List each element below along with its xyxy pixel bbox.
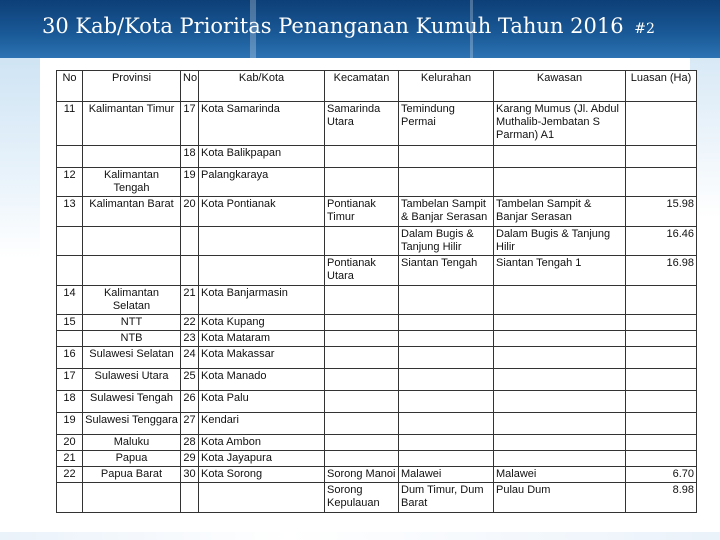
cell-kecamatan — [325, 168, 399, 197]
cell-provinsi: Kalimantan Selatan — [83, 286, 181, 315]
cell-kab-kota: Kota Manado — [199, 369, 325, 391]
cell-no-kota: 18 — [181, 146, 199, 168]
cell-kab-kota: Kota Pontianak — [199, 197, 325, 227]
cell-luasan — [626, 146, 697, 168]
cell-no-kota — [181, 483, 199, 513]
slide-title-text: 30 Kab/Kota Prioritas Penanganan Kumuh Tahun 2016 — [42, 14, 624, 38]
cell-kab-kota — [199, 227, 325, 256]
cell-kecamatan — [325, 146, 399, 168]
table-row — [57, 197, 697, 227]
header-kawasan: Kawasan — [494, 71, 626, 102]
cell-provinsi: Kalimantan Timur — [83, 102, 181, 146]
cell-kawasan — [494, 451, 626, 467]
cell-kab-kota: Kota Jayapura — [199, 451, 325, 467]
cell-luasan — [626, 331, 697, 347]
cell-provinsi: Papua — [83, 451, 181, 467]
cell-kawasan: Malawei — [494, 467, 626, 483]
cell-kelurahan — [399, 347, 494, 369]
cell-kab-kota: Palangkaraya — [199, 168, 325, 197]
cell-luasan — [626, 369, 697, 391]
cell-no-kota — [181, 227, 199, 256]
cell-luasan — [626, 102, 697, 146]
cell-kawasan: Siantan Tengah 1 — [494, 256, 626, 286]
cell-provinsi — [83, 256, 181, 286]
cell-no — [57, 331, 83, 347]
cell-kelurahan: Tambelan Sampit & Banjar Serasan — [399, 197, 494, 227]
header-kab-kota: Kab/Kota — [199, 71, 325, 102]
cell-kawasan — [494, 413, 626, 435]
slide-title — [42, 14, 655, 38]
cell-no-kota: 28 — [181, 435, 199, 451]
cell-kab-kota — [199, 256, 325, 286]
cell-no-kota: 20 — [181, 197, 199, 227]
cell-provinsi: Sulawesi Utara — [83, 369, 181, 391]
cell-kecamatan — [325, 286, 399, 315]
header-kecamatan: Kecamatan — [325, 71, 399, 102]
cell-provinsi: Papua Barat — [83, 467, 181, 483]
cell-no — [57, 256, 83, 286]
cell-luasan — [626, 391, 697, 413]
table-row — [57, 451, 697, 467]
cell-kawasan — [494, 391, 626, 413]
cell-kawasan — [494, 331, 626, 347]
table-row — [57, 347, 697, 369]
cell-no-kota: 25 — [181, 369, 199, 391]
cell-kab-kota: Kota Balikpapan — [199, 146, 325, 168]
cell-no-kota: 27 — [181, 413, 199, 435]
cell-provinsi: Sulawesi Selatan — [83, 347, 181, 369]
cell-kab-kota — [199, 483, 325, 513]
cell-kecamatan — [325, 227, 399, 256]
cell-no-kota: 21 — [181, 286, 199, 315]
cell-provinsi: NTB — [83, 331, 181, 347]
cell-kawasan: Karang Mumus (Jl. Abdul Muthalib-Jembatan S Parman) A1 — [494, 102, 626, 146]
cell-no: 14 — [57, 286, 83, 315]
cell-no: 19 — [57, 413, 83, 435]
cell-luasan — [626, 315, 697, 331]
cell-no: 20 — [57, 435, 83, 451]
cell-luasan — [626, 347, 697, 369]
cell-kab-kota: Kendari — [199, 413, 325, 435]
cell-kelurahan — [399, 451, 494, 467]
cell-no-kota: 29 — [181, 451, 199, 467]
cell-provinsi: Kalimantan Barat — [83, 197, 181, 227]
cell-kelurahan — [399, 413, 494, 435]
cell-kecamatan — [325, 331, 399, 347]
cell-kab-kota: Kota Banjarmasin — [199, 286, 325, 315]
cell-luasan: 6.70 — [626, 467, 697, 483]
cell-kelurahan — [399, 391, 494, 413]
table-row — [57, 256, 697, 286]
cell-kelurahan — [399, 331, 494, 347]
cell-no: 22 — [57, 467, 83, 483]
slide-title-suffix: #2 — [634, 21, 655, 37]
cell-kab-kota: Kota Ambon — [199, 435, 325, 451]
cell-provinsi: Sulawesi Tenggara — [83, 413, 181, 435]
cell-kelurahan — [399, 315, 494, 331]
cell-luasan — [626, 435, 697, 451]
header-no: No — [57, 71, 83, 102]
table-row — [57, 315, 697, 331]
cell-kecamatan — [325, 369, 399, 391]
cell-no: 16 — [57, 347, 83, 369]
cell-provinsi — [83, 483, 181, 513]
cell-kelurahan — [399, 146, 494, 168]
cell-no: 11 — [57, 102, 83, 146]
cell-luasan: 15.98 — [626, 197, 697, 227]
cell-no-kota: 17 — [181, 102, 199, 146]
cell-kab-kota: Kota Makassar — [199, 347, 325, 369]
cell-kab-kota: Kota Kupang — [199, 315, 325, 331]
cell-no: 13 — [57, 197, 83, 227]
cell-no-kota: 26 — [181, 391, 199, 413]
cell-provinsi: Sulawesi Tengah — [83, 391, 181, 413]
table-row — [57, 227, 697, 256]
cell-kecamatan — [325, 435, 399, 451]
cell-kab-kota: Kota Palu — [199, 391, 325, 413]
cell-kecamatan: Pontianak Utara — [325, 256, 399, 286]
table-header-row — [57, 71, 697, 102]
table-row — [57, 435, 697, 451]
cell-no — [57, 227, 83, 256]
cell-kawasan — [494, 168, 626, 197]
cell-kab-kota: Kota Mataram — [199, 331, 325, 347]
background-decoration-left — [0, 58, 40, 258]
cell-no-kota: 30 — [181, 467, 199, 483]
table-row — [57, 146, 697, 168]
cell-no: 15 — [57, 315, 83, 331]
cell-kawasan — [494, 369, 626, 391]
table-row — [57, 391, 697, 413]
cell-kawasan — [494, 146, 626, 168]
header-kelurahan: Kelurahan — [399, 71, 494, 102]
cell-kelurahan — [399, 168, 494, 197]
cell-luasan — [626, 413, 697, 435]
header-luasan: Luasan (Ha) — [626, 71, 697, 102]
cell-luasan: 16.98 — [626, 256, 697, 286]
cell-kawasan: Tambelan Sampit & Banjar Serasan — [494, 197, 626, 227]
cell-no-kota: 19 — [181, 168, 199, 197]
cell-kecamatan — [325, 451, 399, 467]
cell-no: 18 — [57, 391, 83, 413]
table-body — [57, 102, 697, 513]
cell-kelurahan: Dalam Bugis & Tanjung Hilir — [399, 227, 494, 256]
cell-kecamatan: Samarinda Utara — [325, 102, 399, 146]
cell-provinsi: NTT — [83, 315, 181, 331]
cell-luasan — [626, 286, 697, 315]
cell-kelurahan: Dum Timur, Dum Barat — [399, 483, 494, 513]
cell-kelurahan — [399, 435, 494, 451]
cell-provinsi — [83, 227, 181, 256]
cell-kelurahan: Temindung Permai — [399, 102, 494, 146]
cell-kelurahan — [399, 286, 494, 315]
cell-kawasan — [494, 347, 626, 369]
cell-kawasan — [494, 286, 626, 315]
cell-provinsi — [83, 146, 181, 168]
cell-no: 17 — [57, 369, 83, 391]
cell-no: 21 — [57, 451, 83, 467]
table-row — [57, 286, 697, 315]
table-row — [57, 168, 697, 197]
header-provinsi: Provinsi — [83, 71, 181, 102]
cell-kelurahan: Malawei — [399, 467, 494, 483]
cell-kecamatan: Sorong Manoi — [325, 467, 399, 483]
cell-kawasan — [494, 435, 626, 451]
table-row — [57, 413, 697, 435]
cell-no-kota: 24 — [181, 347, 199, 369]
cell-luasan — [626, 168, 697, 197]
cell-no-kota: 23 — [181, 331, 199, 347]
cell-kelurahan — [399, 369, 494, 391]
cell-no — [57, 146, 83, 168]
cell-no — [57, 483, 83, 513]
cell-luasan: 8.98 — [626, 483, 697, 513]
cell-kab-kota: Kota Samarinda — [199, 102, 325, 146]
table-row — [57, 483, 697, 513]
cell-kawasan: Pulau Dum — [494, 483, 626, 513]
table-row — [57, 369, 697, 391]
cell-kecamatan: Sorong Kepulauan — [325, 483, 399, 513]
cell-kecamatan — [325, 347, 399, 369]
header-no-kota: No — [181, 71, 199, 102]
cell-no-kota: 22 — [181, 315, 199, 331]
cell-kecamatan — [325, 413, 399, 435]
cell-provinsi: Kalimantan Tengah — [83, 168, 181, 197]
cell-no-kota — [181, 256, 199, 286]
footer-decoration — [0, 532, 720, 540]
cell-no: 12 — [57, 168, 83, 197]
cell-kab-kota: Kota Sorong — [199, 467, 325, 483]
table-row — [57, 102, 697, 146]
cell-luasan — [626, 451, 697, 467]
cell-kelurahan: Siantan Tengah — [399, 256, 494, 286]
cell-kawasan — [494, 315, 626, 331]
priority-table — [56, 70, 697, 513]
cell-kecamatan: Pontianak Timur — [325, 197, 399, 227]
table-row — [57, 331, 697, 347]
cell-luasan: 16.46 — [626, 227, 697, 256]
cell-kecamatan — [325, 315, 399, 331]
table-row — [57, 467, 697, 483]
cell-kecamatan — [325, 391, 399, 413]
cell-provinsi: Maluku — [83, 435, 181, 451]
cell-kawasan: Dalam Bugis & Tanjung Hilir — [494, 227, 626, 256]
